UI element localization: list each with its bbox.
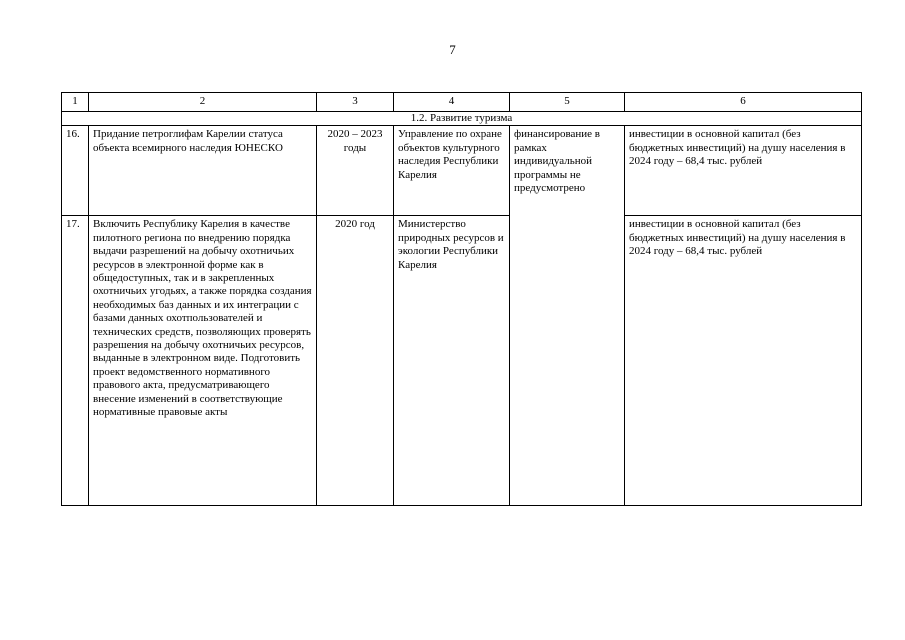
- period-cell: 2020 – 2023 годы: [317, 126, 394, 216]
- header-cell: 2: [89, 93, 317, 112]
- period-cell: 2020 год: [317, 216, 394, 506]
- measures-table: [61, 92, 862, 506]
- section-row: [62, 112, 862, 126]
- financing-cell: финансирование в рамках индивидуальной программы не предусмотрено: [510, 126, 625, 506]
- indicator-cell: инвестиции в основной капитал (без бюджетных инвестиций) на душу населения в 2024 году – 68,4 тыс. рублей: [625, 126, 862, 216]
- header-cell: 3: [317, 93, 394, 112]
- header-cell: 4: [394, 93, 510, 112]
- measure-cell: Включить Республику Карелия в качестве пилотного региона по внедрению порядка выдачи разрешений на добычу охотничьих ресурсов в электронной форме как в общедоступных, так и в закрепленных охотничьих угодьях, а также порядка создания необходимых баз данных и их интеграции с базами данных охотпользователей и технических средств, позволяющих проверять разрешения на добычу охотничьих ресурсов, выданные в электронном виде. Подготовить проект ведомственного нормативного правового акта, предусматривающего внесение изменений в соответствующие нормативные правовые акты: [89, 216, 317, 506]
- row-number: 17.: [62, 216, 89, 506]
- table-row: [62, 216, 862, 506]
- measure-cell: Придание петроглифам Карелии статуса объекта всемирного наследия ЮНЕСКО: [89, 126, 317, 216]
- indicator-cell: инвестиции в основной капитал (без бюджетных инвестиций) на душу населения в 2024 году – 68,4 тыс. рублей: [625, 216, 862, 506]
- section-title: 1.2. Развитие туризма: [62, 112, 862, 126]
- header-cell: 1: [62, 93, 89, 112]
- page-number: 7: [449, 42, 456, 57]
- table-header-row: [62, 93, 862, 112]
- table-row: [62, 126, 862, 216]
- header-cell: 6: [625, 93, 862, 112]
- row-number: 16.: [62, 126, 89, 216]
- responsible-cell: Министерство природных ресурсов и экологии Республики Карелия: [394, 216, 510, 506]
- header-cell: 5: [510, 93, 625, 112]
- responsible-cell: Управление по охране объектов культурного наследия Республики Карелия: [394, 126, 510, 216]
